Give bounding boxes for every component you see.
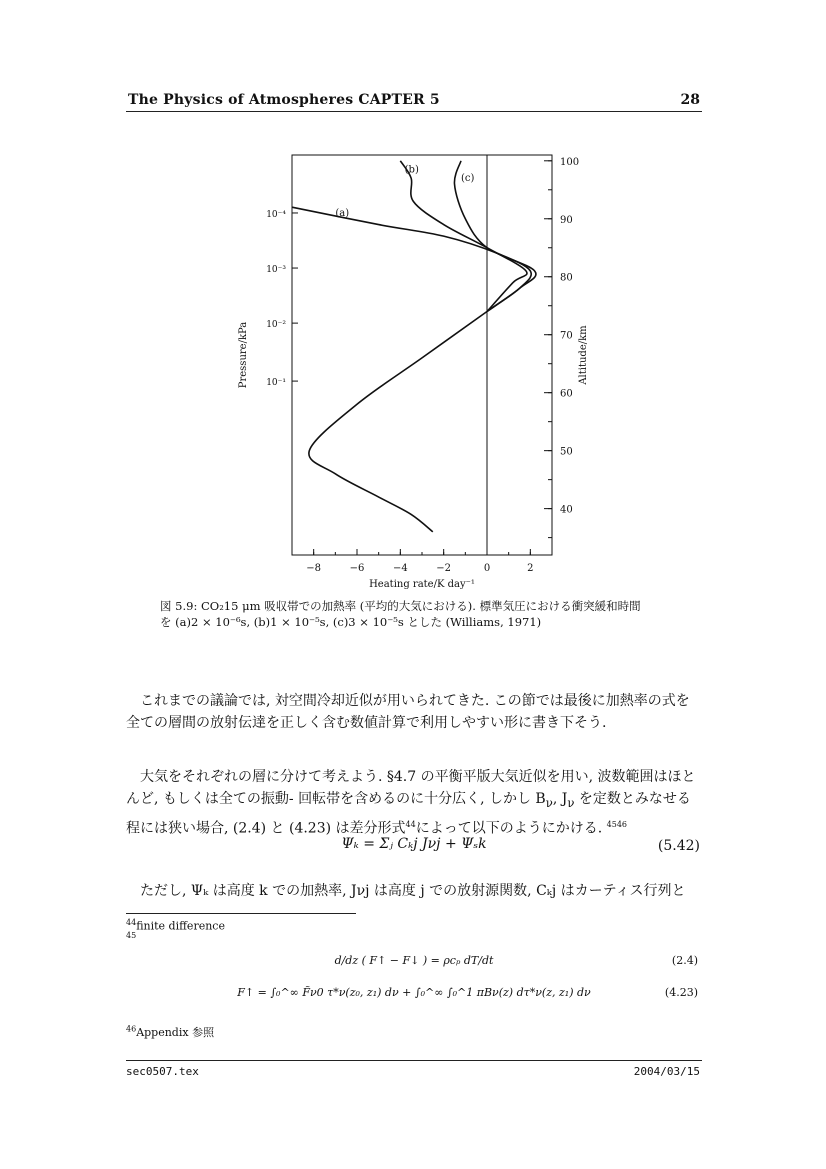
paragraph-1: これまでの議論では, 対空間冷却近似が用いられてきた. この節では最後に加熱率の式を全ての層間の放射伝達を正しく含む数値計算で利用しやすい形に書き下そう. — [126, 693, 690, 731]
footer-date: 2004/03/15 — [633, 1065, 700, 1078]
x-tick-label: 2 — [527, 563, 534, 574]
pressure-tick-label: 10⁻³ — [266, 265, 286, 276]
heating-rate-chart — [230, 145, 590, 590]
left-axis-label: Pressure/kPa — [238, 321, 249, 389]
x-tick-label: −8 — [306, 563, 322, 574]
altitude-tick-label: 50 — [560, 446, 573, 458]
footer-file: sec0507.tex — [126, 1065, 199, 1078]
heating-rate-figure — [230, 145, 590, 594]
altitude-tick-label: 90 — [560, 214, 573, 226]
footer-rule — [126, 1060, 702, 1061]
series-0-label: (a) — [335, 207, 350, 219]
footnote-ref-44: 44 — [405, 819, 416, 829]
p2-text-a: 大気をそれぞれの層に分けて考えよう. §4.7 の平衡平版大気近似を用い, 波数範囲はほとんど, もしくは全ての振動- 回転帯を含めるのに十分広く, しかし B — [126, 769, 696, 807]
header-rule — [126, 111, 702, 112]
series-1-label: (b) — [404, 164, 419, 176]
footnote-equation-2-4: d/dz ( F↑ − F↓ ) = ρcₚ dT/dt (2.4) — [334, 954, 698, 967]
figure-caption — [160, 598, 720, 630]
equation-5-42-number: (5.42) — [657, 838, 700, 854]
p2-text-c: を定数とみなせる程には狭い場合, (2.4) と (4.23) は差分形式 — [126, 791, 691, 837]
pressure-tick-label: 10⁻⁴ — [266, 209, 286, 220]
altitude-tick-label: 80 — [560, 272, 573, 284]
paragraph-3: ただし, Ψₖ は高度 k での加熱率, Jνj は高度 j での放射源関数, Cₖj はカーティス行列と — [140, 883, 686, 899]
pressure-tick-label: 10⁻¹ — [266, 378, 286, 389]
caption-line-2: を (a)2 × 10⁻⁶s, (b)1 × 10⁻⁵s, (c)3 × 10⁻⁵s とした (Williams, 1971) — [160, 615, 542, 629]
footnote-rule — [126, 913, 356, 914]
x-tick-label: −6 — [349, 563, 365, 574]
x-axis-label: Heating rate/K day⁻¹ — [369, 579, 475, 590]
altitude-tick-label: 40 — [560, 504, 573, 516]
caption-line-1: 図 5.9: CO₂15 μm 吸収帯での加熱率 (平均的大気における). 標準気圧における衝突緩和時間 — [160, 599, 641, 613]
right-axis-label: Altitude/km — [578, 325, 589, 385]
x-tick-label: −4 — [392, 563, 408, 574]
footnote-equation-4-23: F↑ = ∫₀^∞ F̃ν0 τ*ν(z₀, z₁) dν + ∫₀^∞ ∫₀^1 πBν(z) dτ*ν(z, z₁) dν (4.23) — [237, 986, 698, 999]
running-header-title: The Physics of Atmospheres CAPTER 5 — [128, 92, 440, 108]
page-number: 28 — [680, 92, 700, 108]
footnote-ref-45-46: 4546 — [606, 819, 627, 829]
p2-text-d: によって以下のようにかける. — [415, 820, 603, 837]
x-tick-label: 0 — [483, 563, 491, 574]
p2-text-b: , J — [552, 791, 568, 807]
footnote-46: $^{46}$Appendix 参照 — [126, 1024, 215, 1039]
footnote-44: $^{44}$finite difference — [126, 918, 225, 933]
altitude-tick-label: 70 — [560, 330, 573, 342]
pressure-tick-label: 10⁻² — [266, 320, 286, 331]
series-2-label: (c) — [461, 173, 475, 185]
paragraph-2: 大気をそれぞれの層に分けて考えよう. §4.7 の平衡平版大気近似を用い, 波数範囲はほとんど, もしくは全ての振動- 回転帯を含めるのに十分広く, しかし $B_\nu$, $J_\nu$ を定数とみなせる程には狭い場合, (2.4) と (4.23) は差分形式$^{44}$によって以下のようにかける. $^{4546}$ — [126, 769, 696, 837]
altitude-tick-label: 60 — [560, 388, 573, 400]
altitude-tick-label: 100 — [560, 156, 580, 168]
equation-5-42-body: Ψₖ = Σⱼ Cₖj Jνj + Ψₛk — [341, 836, 487, 852]
series-0-line — [292, 207, 531, 532]
x-tick-label: −2 — [436, 563, 452, 574]
footnote-45-mark: 45 — [126, 931, 137, 940]
equation-5-42 — [126, 834, 702, 874]
